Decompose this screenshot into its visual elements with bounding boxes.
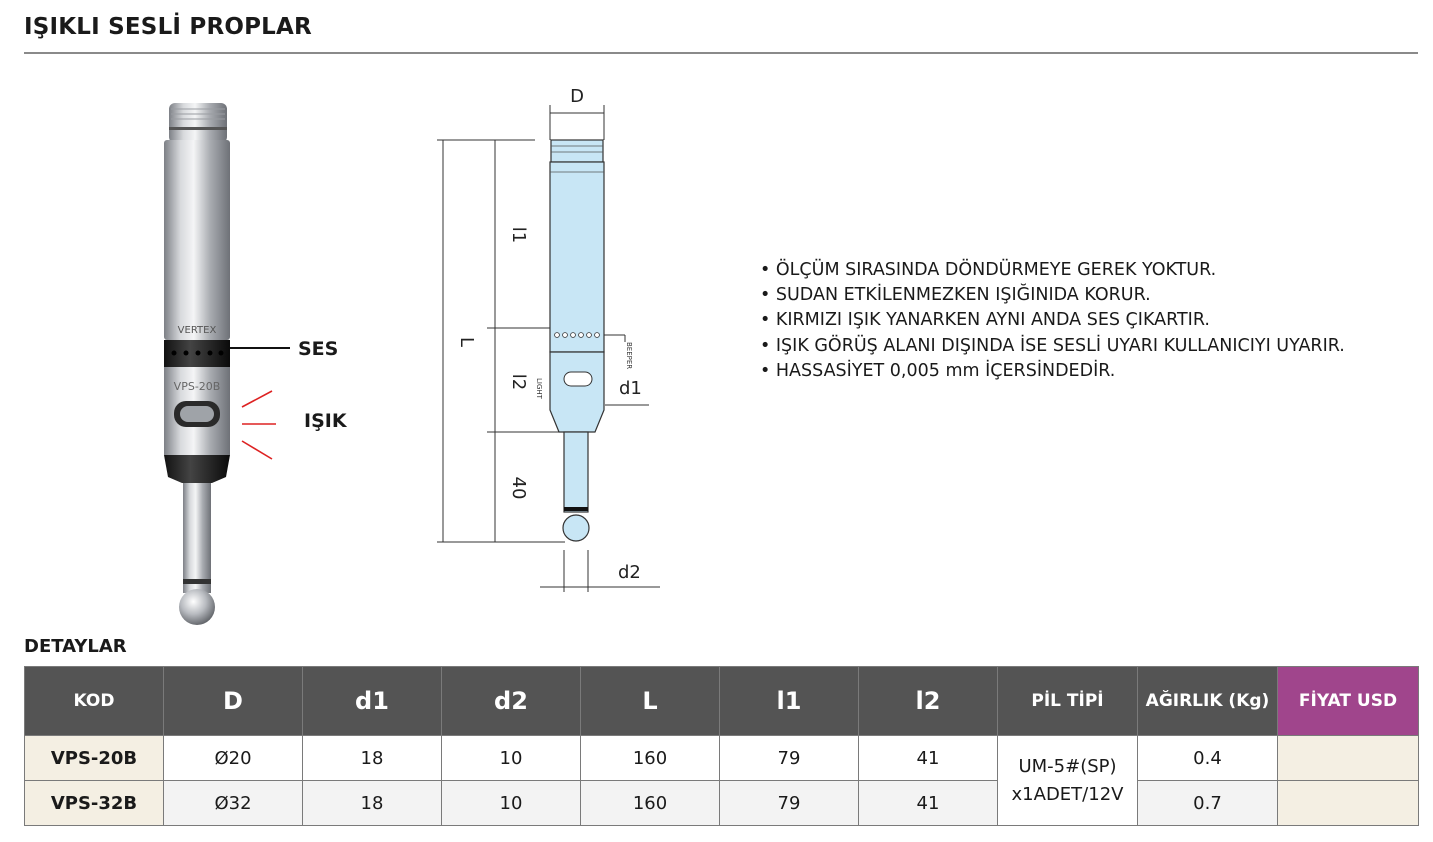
cell-L: 160: [581, 781, 720, 826]
cell-fiyat: [1278, 781, 1419, 826]
cell-fiyat: [1278, 736, 1419, 781]
cell-d1: 18: [303, 736, 442, 781]
model-engraving: VPS-20B: [173, 380, 221, 393]
cell-agirlik: 0.4: [1138, 736, 1278, 781]
cell-l1: 79: [720, 781, 859, 826]
cell-L: 160: [581, 736, 720, 781]
dim-L-label: L: [456, 336, 477, 348]
col-header-pil-tipi: PİL TİPİ: [998, 667, 1138, 736]
dim-l2-label: l2: [508, 373, 529, 391]
feature-item: • SUDAN ETKİLENMEZKEN IŞIĞINIDA KORUR.: [760, 283, 1345, 308]
col-header-L: L: [581, 667, 720, 736]
feature-item: • HASSASİYET 0,005 mm İÇERSİNDEDİR.: [760, 359, 1345, 384]
table-header-row: [25, 667, 1419, 736]
page-title: IŞIKLI SESLİ PROPLAR: [24, 14, 312, 40]
cell-d2: 10: [442, 781, 581, 826]
feature-item: • KIRMIZI IŞIK YANARKEN AYNI ANDA SES ÇIKARTIR.: [760, 308, 1345, 333]
table-row: [25, 781, 1419, 826]
dim-l1-label: l1: [508, 226, 529, 244]
cell-pil-tipi: [998, 736, 1138, 826]
dim-D-label: D: [570, 86, 584, 107]
col-header-d2: d2: [442, 667, 581, 736]
product-photo: [150, 95, 380, 630]
spec-table: [24, 666, 1419, 826]
cell-l1: 79: [720, 736, 859, 781]
col-header-agirlik: AĞIRLIK (Kg): [1138, 667, 1278, 736]
brand-engraving: VERTEX: [177, 325, 217, 336]
details-heading: DETAYLAR: [24, 636, 127, 657]
pil-tipi-line: UM-5#(SP): [1018, 755, 1117, 777]
cell-D: Ø20: [164, 736, 303, 781]
feature-list: [760, 258, 1345, 384]
col-header-D: D: [164, 667, 303, 736]
feature-item: • IŞIK GÖRÜŞ ALANI DIŞINDA İSE SESLİ UYARI KULLANICIYI UYARIR.: [760, 334, 1345, 359]
cell-l2: 41: [859, 781, 998, 826]
col-header-fiyat: FİYAT USD: [1278, 667, 1419, 736]
title-divider: [24, 52, 1418, 54]
cell-d1: 18: [303, 781, 442, 826]
dim-40-label: 40: [508, 476, 529, 500]
dim-d1-label: d1: [619, 378, 642, 399]
feature-item: • ÖLÇÜM SIRASINDA DÖNDÜRMEYE GEREK YOKTUR.: [760, 258, 1345, 283]
col-header-l2: l2: [859, 667, 998, 736]
pil-tipi-line: x1ADET/12V: [1011, 783, 1124, 805]
cell-D: Ø32: [164, 781, 303, 826]
col-header-l1: l1: [720, 667, 859, 736]
cell-agirlik: 0.7: [1138, 781, 1278, 826]
cell-l2: 41: [859, 736, 998, 781]
table-row: [25, 736, 1419, 781]
beeper-label: BEEPER: [625, 342, 633, 370]
technical-drawing: [425, 80, 675, 600]
col-header-d1: d1: [303, 667, 442, 736]
cell-kod: VPS-20B: [25, 736, 164, 781]
light-label: IŞIK: [304, 410, 347, 432]
dim-d2-label: d2: [618, 562, 641, 583]
sound-label: SES: [298, 338, 339, 360]
col-header-kod: KOD: [25, 667, 164, 736]
cell-d2: 10: [442, 736, 581, 781]
cell-kod: VPS-32B: [25, 781, 164, 826]
light-marker-label: LIGHT: [535, 378, 543, 399]
